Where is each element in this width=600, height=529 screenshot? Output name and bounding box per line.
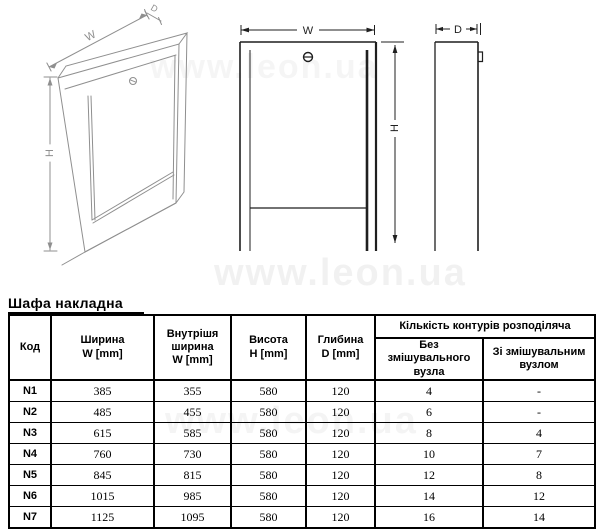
cell-height: 580 bbox=[231, 507, 306, 529]
table-row bbox=[9, 380, 595, 402]
cell-without-mixing: 4 bbox=[375, 380, 483, 402]
front-outline bbox=[240, 42, 376, 251]
dim-h-arrow bbox=[393, 235, 398, 243]
header-line: змішувального bbox=[387, 352, 471, 365]
dim-w-arrow bbox=[139, 14, 147, 20]
cabinet-door-frame bbox=[65, 55, 176, 220]
col-header-width bbox=[51, 315, 154, 380]
dim-h-arrow bbox=[393, 45, 398, 53]
cell-inner-width: 1095 bbox=[154, 507, 231, 529]
col-header-circuits-group: Кількість контурів розподіляча bbox=[375, 315, 595, 338]
dim-h-line bbox=[381, 42, 404, 243]
cell-inner-width: 730 bbox=[154, 444, 231, 465]
cell-width: 1125 bbox=[51, 507, 154, 529]
table-body bbox=[9, 380, 595, 528]
cell-height: 580 bbox=[231, 423, 306, 444]
header-line: Глибина bbox=[317, 334, 364, 347]
cell-without-mixing: 8 bbox=[375, 423, 483, 444]
header-line: D [mm] bbox=[321, 347, 360, 360]
cell-width: 760 bbox=[51, 444, 154, 465]
cell-width: 385 bbox=[51, 380, 154, 402]
cabinet-front-face bbox=[58, 44, 179, 252]
dim-label-width: W bbox=[302, 24, 314, 37]
col-header-height bbox=[231, 315, 306, 380]
cell-width: 1015 bbox=[51, 486, 154, 507]
dim-h-arrow bbox=[48, 78, 53, 86]
cell-width: 615 bbox=[51, 423, 154, 444]
header-line: W [mm] bbox=[172, 354, 213, 367]
cell-depth: 120 bbox=[306, 402, 375, 423]
cell-with-mixing: 4 bbox=[483, 423, 595, 444]
cell-with-mixing: - bbox=[483, 402, 595, 423]
table-row bbox=[9, 507, 595, 529]
cell-without-mixing: 14 bbox=[375, 486, 483, 507]
dim-w-arrow bbox=[241, 28, 249, 33]
cell-code: N7 bbox=[9, 507, 51, 529]
cell-depth: 120 bbox=[306, 486, 375, 507]
col-header-inner-width bbox=[154, 315, 231, 380]
cell-with-mixing: 8 bbox=[483, 465, 595, 486]
dim-label-depth: D bbox=[148, 2, 160, 15]
side-outline bbox=[435, 42, 478, 251]
cell-with-mixing: 7 bbox=[483, 444, 595, 465]
cell-without-mixing: 12 bbox=[375, 465, 483, 486]
cell-code: N2 bbox=[9, 402, 51, 423]
col-header-code bbox=[9, 315, 51, 380]
cell-inner-width: 815 bbox=[154, 465, 231, 486]
cell-inner-width: 985 bbox=[154, 486, 231, 507]
dim-w-line bbox=[47, 11, 149, 71]
lock-slot bbox=[130, 80, 136, 82]
spec-table bbox=[8, 314, 596, 529]
cell-width: 485 bbox=[51, 402, 154, 423]
cell-code: N1 bbox=[9, 380, 51, 402]
header-line: Висота bbox=[249, 334, 288, 347]
table-row bbox=[9, 486, 595, 507]
header-line: W [mm] bbox=[82, 347, 123, 360]
header-row-top bbox=[9, 315, 595, 338]
cell-without-mixing: 6 bbox=[375, 402, 483, 423]
dim-d-arrow bbox=[470, 27, 477, 31]
header-line: вузла bbox=[413, 365, 445, 378]
header-line: Зі змішувальним bbox=[492, 345, 586, 358]
table-row bbox=[9, 423, 595, 444]
dim-d-arrow bbox=[436, 27, 443, 31]
cell-code: N3 bbox=[9, 423, 51, 444]
header-line: вузлом bbox=[519, 359, 559, 372]
dim-label-depth: D bbox=[454, 23, 462, 36]
cell-depth: 120 bbox=[306, 423, 375, 444]
header-line: ширина bbox=[171, 340, 214, 353]
table-row bbox=[9, 402, 595, 423]
cell-width: 845 bbox=[51, 465, 154, 486]
cell-depth: 120 bbox=[306, 380, 375, 402]
table-title: Шафа накладна bbox=[8, 295, 144, 314]
cell-height: 580 bbox=[231, 380, 306, 402]
dim-label-width: W bbox=[83, 28, 98, 45]
cell-with-mixing: - bbox=[483, 380, 595, 402]
dim-label-height: H bbox=[388, 124, 401, 132]
cell-height: 580 bbox=[231, 465, 306, 486]
cell-code: N6 bbox=[9, 486, 51, 507]
iso-view bbox=[44, 3, 187, 265]
cell-code: N4 bbox=[9, 444, 51, 465]
cabinet-door-bottom-edge bbox=[92, 172, 174, 223]
table-row bbox=[9, 465, 595, 486]
dim-label-height: H bbox=[43, 149, 56, 157]
table-row bbox=[9, 444, 595, 465]
dim-w-arrow bbox=[49, 63, 57, 69]
cell-depth: 120 bbox=[306, 507, 375, 529]
cell-inner-width: 585 bbox=[154, 423, 231, 444]
cell-inner-width: 455 bbox=[154, 402, 231, 423]
cell-without-mixing: 10 bbox=[375, 444, 483, 465]
dim-w-arrow bbox=[367, 28, 375, 33]
cell-with-mixing: 14 bbox=[483, 507, 595, 529]
cell-height: 580 bbox=[231, 444, 306, 465]
header-line: H [mm] bbox=[249, 347, 288, 360]
cell-height: 580 bbox=[231, 402, 306, 423]
col-header-depth bbox=[306, 315, 375, 380]
header-line: Без bbox=[419, 339, 439, 351]
cell-depth: 120 bbox=[306, 444, 375, 465]
cell-with-mixing: 12 bbox=[483, 486, 595, 507]
watermark: www.leon.ua bbox=[214, 252, 467, 294]
dim-h-line bbox=[44, 77, 57, 251]
front-view bbox=[240, 25, 404, 251]
col-header-without-mixing bbox=[375, 338, 483, 380]
cell-height: 580 bbox=[231, 486, 306, 507]
cell-code: N5 bbox=[9, 465, 51, 486]
side-view bbox=[435, 23, 483, 251]
cell-inner-width: 355 bbox=[154, 380, 231, 402]
header-line: Код bbox=[19, 340, 41, 353]
cell-depth: 120 bbox=[306, 465, 375, 486]
dim-h-arrow bbox=[48, 243, 53, 251]
header-line: Внутрішя bbox=[166, 327, 219, 340]
cell-without-mixing: 16 bbox=[375, 507, 483, 529]
col-header-with-mixing bbox=[483, 338, 595, 380]
header-line: Ширина bbox=[80, 334, 125, 347]
